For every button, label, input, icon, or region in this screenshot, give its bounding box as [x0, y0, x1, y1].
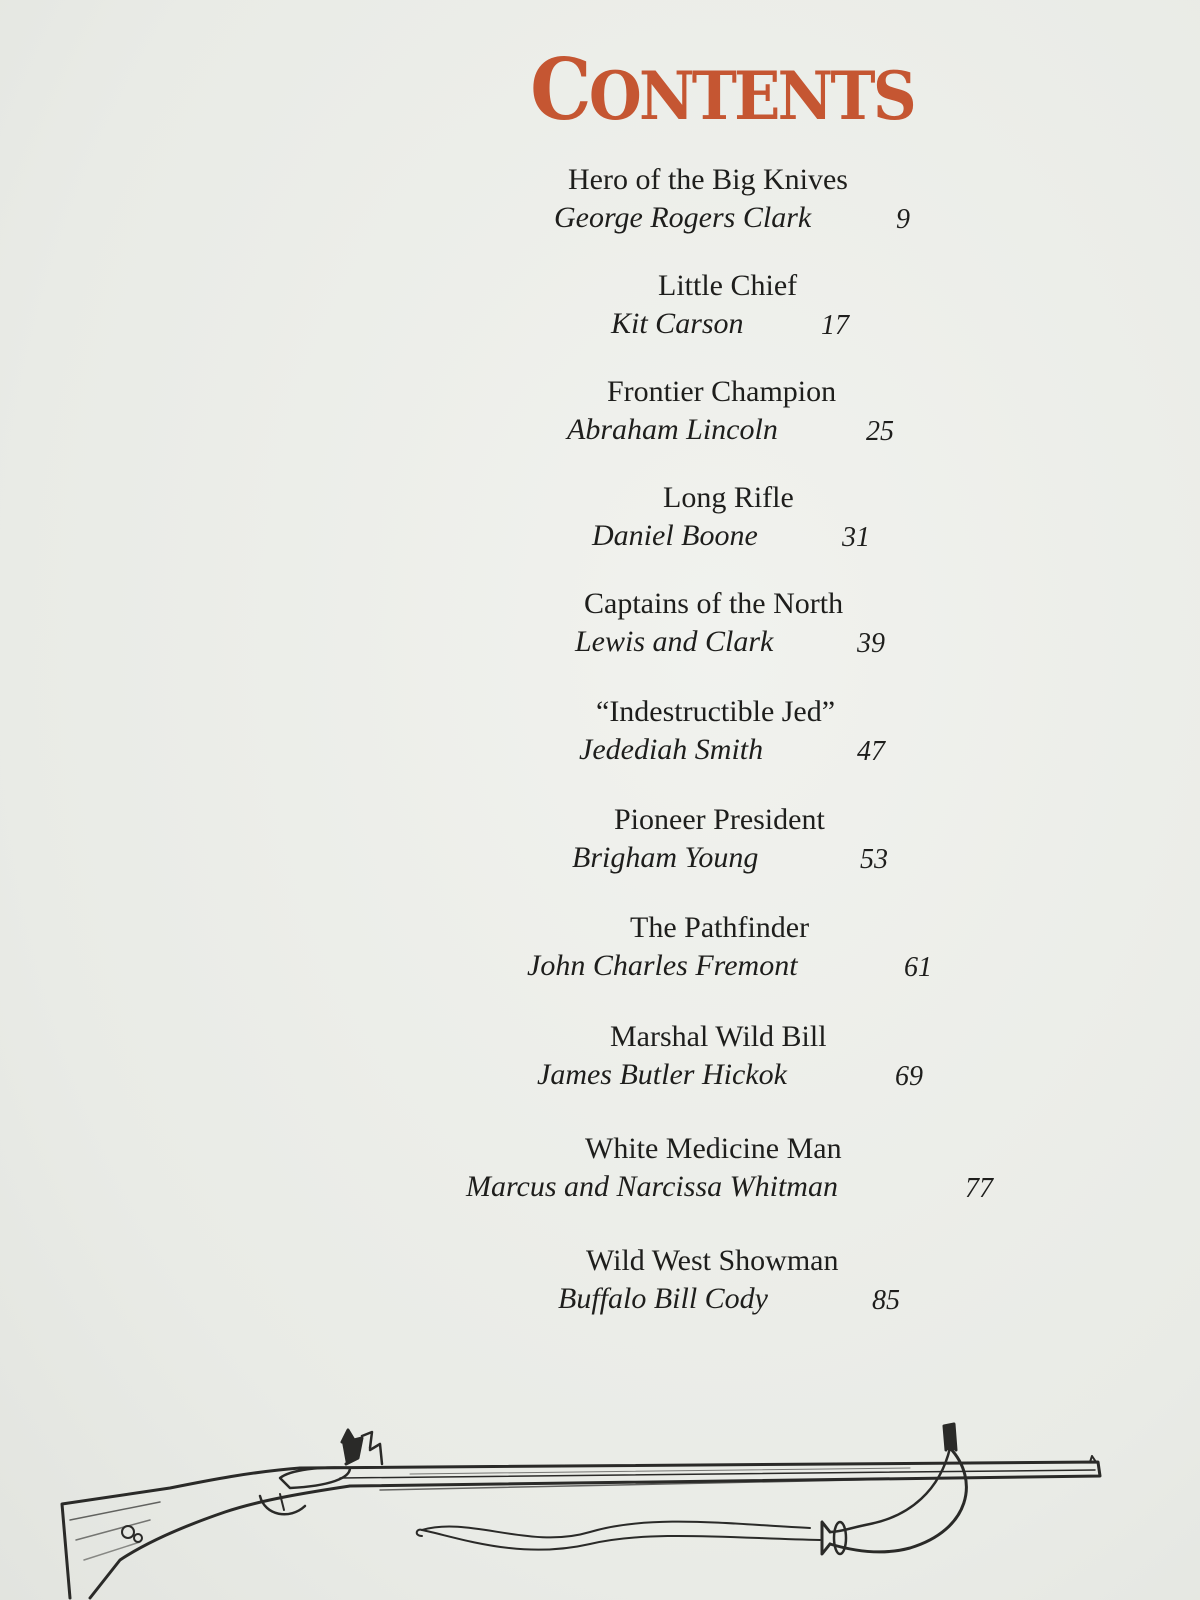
subject-name: Marcus and Narcissa Whitman	[466, 1170, 838, 1203]
subject-name: Abraham Lincoln	[567, 413, 778, 446]
page-number: 53	[860, 844, 888, 875]
chapter-title: Captains of the North	[584, 587, 844, 620]
page-number: 31	[842, 522, 870, 553]
toc-entry[interactable]	[0, 584, 1200, 674]
contents-heading-rest: ONTENTS	[588, 57, 914, 135]
chapter-title: Pioneer President	[614, 803, 825, 836]
subject-name: Buffalo Bill Cody	[558, 1282, 768, 1315]
page-number: 9	[896, 204, 910, 235]
page-number: 39	[857, 628, 885, 659]
subject-name: Jedediah Smith	[579, 733, 764, 766]
page-number: 25	[866, 416, 894, 447]
contents-heading	[529, 40, 915, 140]
chapter-title: Frontier Champion	[607, 375, 837, 408]
toc-entry[interactable]	[0, 908, 1200, 998]
chapter-title: Hero of the Big Knives	[568, 163, 848, 196]
chapter-title: Marshal Wild Bill	[610, 1020, 827, 1053]
chapter-title: White Medicine Man	[585, 1132, 842, 1165]
contents-heading-initial: C	[530, 40, 589, 139]
toc-entry[interactable]	[0, 266, 1200, 356]
subject-name: Lewis and Clark	[575, 625, 774, 658]
toc-entry[interactable]	[0, 1129, 1200, 1219]
toc-entry[interactable]	[0, 1241, 1200, 1331]
subject-name: John Charles Fremont	[527, 949, 798, 982]
subject-name: Daniel Boone	[592, 519, 758, 552]
chapter-title: Little Chief	[658, 269, 798, 302]
page-number: 17	[821, 310, 849, 341]
subject-name: Kit Carson	[611, 307, 744, 340]
flintlock-rifle-and-powder-horn-icon	[50, 1420, 1110, 1600]
toc-entry[interactable]	[0, 800, 1200, 890]
page-number: 47	[857, 736, 885, 767]
toc-entry[interactable]	[0, 1017, 1200, 1107]
toc-entry[interactable]	[0, 160, 1200, 250]
page-number: 61	[904, 952, 932, 983]
subject-name: Brigham Young	[572, 841, 759, 874]
toc-entry[interactable]	[0, 478, 1200, 568]
page-number: 77	[965, 1173, 993, 1204]
page-number: 85	[872, 1285, 900, 1316]
subject-name: George Rogers Clark	[554, 201, 812, 234]
chapter-title: The Pathfinder	[630, 911, 810, 944]
toc-entry[interactable]	[0, 372, 1200, 462]
page-number: 69	[895, 1061, 923, 1092]
chapter-title: Long Rifle	[663, 481, 794, 514]
chapter-title: “Indestructible Jed”	[596, 695, 836, 728]
toc-entry[interactable]	[0, 692, 1200, 782]
subject-name: James Butler Hickok	[537, 1058, 787, 1091]
chapter-title: Wild West Showman	[586, 1244, 839, 1277]
